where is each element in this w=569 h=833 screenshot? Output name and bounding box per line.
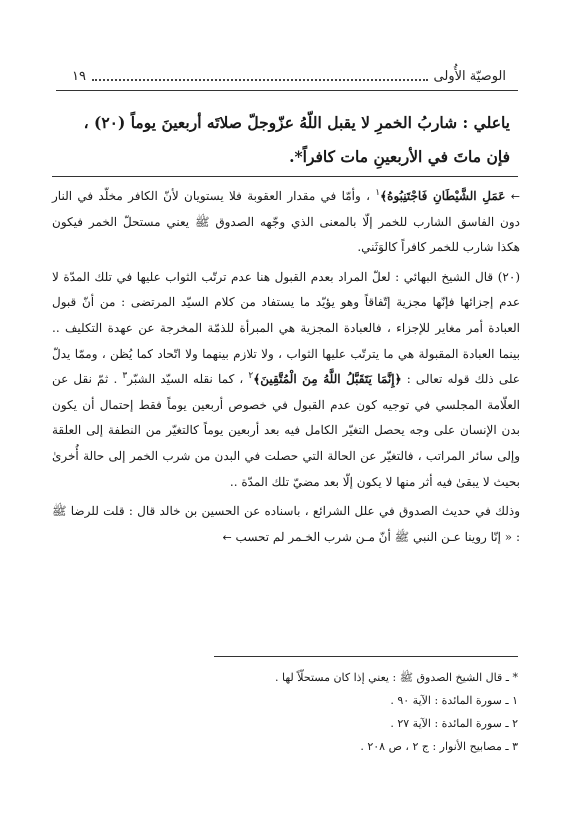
footnote-ref-2: ٢ [248, 371, 254, 382]
hadith-line-1: ياعلي : شاربُ الخمرِ لا يقبل اللّهُ عزّوجلّ صلاتَه أربعينَ يوماً (٢٠) ، [83, 113, 510, 132]
running-head-title: الوصيّة الأُولى [433, 68, 506, 84]
running-head [72, 64, 506, 88]
leader-dots [92, 78, 428, 81]
header-rule [56, 90, 518, 91]
footnote-ref-1: ١ [375, 188, 381, 198]
footnote-ref-3: ٣ [122, 371, 128, 382]
paragraph-2 [52, 265, 520, 495]
paragraph-2-text-2: ، كما نقله السيّد الشبّر [127, 372, 244, 387]
hadith-text [80, 106, 510, 174]
paragraph-3-text: وذلك في حديث الصدوق في علل الشرائع ، باسناده عن الحسين بن خالد قال : قلت للرضا ﷺ : « إنّا روينا عـن النبي ﷺ أنّ مـن شرب الخـمر لم تحسب [52, 504, 520, 544]
footnote-star: * ـ قال الشيخ الصدوق ﷺ : يعني إذا كان مستحلّاً لها . [275, 671, 518, 684]
paragraph-2-text-3: . ثمّ نقل عن العلّامة المجلسي في توجيه كون عدم القبول في خصوص أربعين يوماً فقط إحتمال أن يكون بدن الإنسان على وجه يحصل التغيّر الكامل فيه بعد أربعين يوماً كالتغيّر من النطفة إلى العلقة وإلى سائر المراتب ، فالتغيّر عن الحالة التي حصلت في البدن من شرب الخمر إلى حالة أُخرىٰ بحيث لا يبقىٰ فيه أثر منها لا يكون إلّا بعد مضيّ تلك المدّة .. [52, 372, 520, 489]
paragraph-2-text-1: (٢٠) قال الشيخ البهائي : لعلّ المراد بعدم القبول هنا عدم ترتّب الثواب عليها في تلك المدّة لا عدم إجزائها فإنّها مجزية إتّفاقاً وهو يؤيّد ما يستفاد من كلام السيّد المرتضى : من أنّ قبول العبادة أمر مغاير للإجزاء ، فالعبادة المجزية هي المبرأة للذمّة المخرجة عن عهدة التكليف .. بينما العبادة المقبولة هي ما يترتّب عليها الثواب ، ولا تلازم بينهما ولا اتّحاد كما يُظن ، وممّا يدلّ على ذلك قوله تعالى : [52, 269, 520, 387]
continuation-arrow-icon: ← [510, 190, 520, 203]
footnote-1: ١ ـ سورة المائدة : الآية ٩٠ . [390, 694, 518, 707]
hadith-line-2: فإن ماتَ في الأربعينِ مات كافراً*. [289, 147, 510, 166]
footnotes [200, 666, 518, 758]
footnote-2: ٢ ـ سورة المائدة : الآية ٢٧ . [390, 717, 518, 730]
paragraph-1-text: ، وأمّا في مقدار العقوبة فلا يستويان لأنّ الكافر مخلّد في النار دون الفاسق الشارب للخمر إلّا بالمعنى الذي وجّهه الصدوق ﷺ يعني مستحلّ الخمر فيكون هكذا شارب للخمر كافراً كالوَثَني. [52, 189, 520, 255]
continuation-arrow-icon: ← [222, 530, 232, 544]
footnote-rule [214, 656, 518, 657]
commentary-body [52, 184, 520, 554]
quran-close-bracket: ﴾ [380, 189, 388, 203]
quran-quote-2: ﴿إِنَّمَا يَتَقَبَّلُ اللَّهُ مِنَ الْمُتَّقِينَ﴾ [253, 372, 402, 387]
paragraph-3 [52, 499, 520, 550]
separator-rule [52, 176, 518, 177]
paragraph-1 [52, 184, 520, 261]
quran-quote: عَمَلِ الشَّيْطَانِ فَاجْتَنِبُوهُ [387, 189, 506, 203]
footnote-3: ٣ ـ مصابيح الأنوار : ج ٢ ، ص ٢٠٨ . [360, 740, 518, 753]
page-number: ١٩ [72, 68, 86, 84]
